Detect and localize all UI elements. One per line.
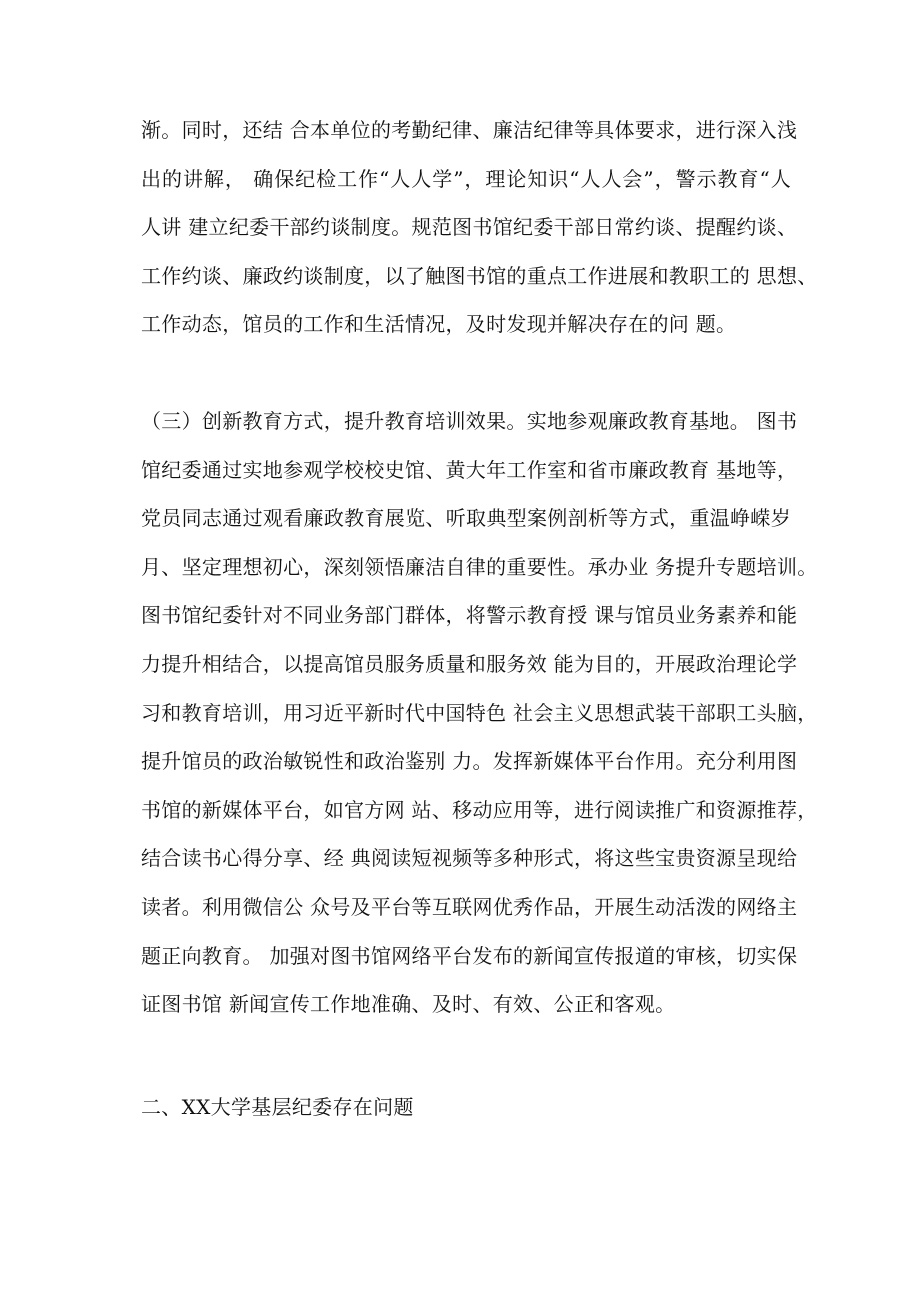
text-line: 证图书馆 新闻宣传工作地准确、及时、有效、公正和客观。 xyxy=(141,992,676,1017)
text-line: 力提升相结合，以提高馆员服务质量和服务效 能为目的，开展政治理论学 xyxy=(141,651,798,676)
text-line: 人讲 建立纪委干部约谈制度。规范图书馆纪委干部日常约谈、提醒约谈、 xyxy=(141,215,798,240)
text-line: 馆纪委通过实地参观学校校史馆、黄大年工作室和省市廉政教育 基地等， xyxy=(141,457,798,482)
text-line: 工作约谈、廉政约谈制度，以了触图书馆的重点工作进展和教职工的 思想、 xyxy=(141,263,818,288)
text-line: 读者。利用微信公 众号及平台等互联网优秀作品，开展生动活泼的网络主 xyxy=(141,894,798,919)
text-line: 工作动态，馆员的工作和生活情况，及时发现并解决存在的问 题。 xyxy=(141,312,737,337)
text-line: 结合读书心得分享、经 典阅读短视频等多种形式，将这些宝贵资源呈现给 xyxy=(141,846,798,871)
text-line: 题正向教育。 加强对图书馆网络平台发布的新闻宣传报道的审核，切实保 xyxy=(141,943,798,968)
text-line: 提升馆员的政治敏锐性和政治鉴别 力。发挥新媒体平台作用。充分利用图 xyxy=(141,749,798,774)
text-line: 习和教育培训，用习近平新时代中国特色 社会主义思想武装干部职工头脑， xyxy=(141,700,818,725)
section-heading: 二、XX大学基层纪委存在问题 xyxy=(141,1095,414,1119)
paragraph-discipline-education xyxy=(141,106,818,349)
text-line: 出的讲解， 确保纪检工作“人人学”，理论知识“人人会”，警示教育“人 xyxy=(141,166,791,191)
text-line: 渐。同时，还结 合本单位的考勤纪律、廉洁纪律等具体要求，进行深入浅 xyxy=(141,118,798,142)
text-line: （三）创新教育方式，提升教育培训效果。实地参观廉政教育基地。 图书 xyxy=(141,409,798,433)
text-line: 图书馆纪委针对不同业务部门群体，将警示教育授 课与馆员业务素养和能 xyxy=(141,603,798,628)
text-line: 党员同志通过观看廉政教育展览、听取典型案例剖析等方式，重温峥嵘岁 xyxy=(141,506,791,531)
text-line: 书馆的新媒体平台，如官方网 站、移动应用等，进行阅读推广和资源推荐， xyxy=(141,797,818,822)
paragraph-education-methods xyxy=(141,397,818,1029)
text-line: 月、坚定理想初心，深刻领悟廉洁自律的重要性。承办业 务提升专题培训。 xyxy=(141,554,818,579)
